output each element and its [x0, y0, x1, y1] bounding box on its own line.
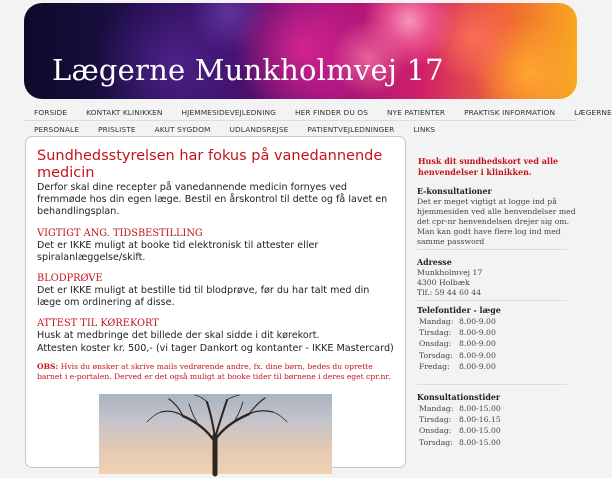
- divider: [417, 384, 567, 385]
- nav-row-1: [24, 104, 612, 120]
- hours-time: 8.00-15.00: [459, 404, 501, 414]
- hours-row: [417, 327, 587, 338]
- nav-item-kontakt-klinikken[interactable]: KONTAKT KLINIKKEN: [86, 107, 163, 117]
- hours-row: [417, 361, 587, 372]
- ekonsultation-text: Det er meget vigtigt at logge ind på hjemmesiden ved alle henvendelser med det cpr-nr henvendelsen drejer sig om. Man kan godt have flere log ind med samme password: [417, 197, 576, 246]
- address-phone: Tlf.: 59 44 60 44: [417, 288, 482, 297]
- hours-row: [417, 316, 587, 327]
- divider: [417, 300, 567, 301]
- nav-item-her-finder-du-os[interactable]: HER FINDER DU OS: [294, 107, 369, 117]
- hours-row: [417, 425, 587, 436]
- main-content-panel: [25, 136, 406, 468]
- hours-row: [417, 414, 587, 425]
- obs-note: [37, 362, 395, 382]
- hours-time: 8.00-15.00: [459, 437, 501, 447]
- nav-item-forside[interactable]: FORSIDE: [34, 107, 68, 117]
- hours-day: Fredag:: [419, 361, 450, 371]
- nav-item-nye-patienter[interactable]: NYE PATIENTER: [387, 107, 446, 117]
- hours-row: [417, 338, 587, 349]
- hours-day: Torsdag:: [419, 350, 453, 360]
- tree-photo: [99, 394, 332, 474]
- site-title[interactable]: Lægerne Munkholmvej 17: [52, 53, 444, 87]
- phone-hours-heading: Telefontider - læge: [417, 306, 501, 315]
- nav-row-2: [24, 120, 577, 137]
- hours-time: 8.00-9.00: [459, 339, 496, 349]
- nav-item-hjemmesidevejledning[interactable]: HJEMMESIDEVEJLEDNING: [181, 107, 276, 117]
- obs-text: Hvis du ønsker at skrive mails vedrørende andre, fx. dine børn, bedes du oprette barnet i e-portalen. Derved er det også muligt at booke tider til børnene i deres eget cpr.nr.: [37, 361, 391, 381]
- section-body-tidsbestilling: Det er IKKE muligt at booke tid elektronisk til attester eller spiralanlæggelse/skift.: [37, 239, 319, 263]
- nav-item-praktisk-information[interactable]: PRAKTISK INFORMATION: [464, 107, 556, 117]
- post-intro: Derfor skal dine recepter på vanedannende medicin fornyes ved fremmøde hos din egen læge. Bestil en årskontrol til dette og få lavet en behandlingsplan.: [37, 182, 388, 218]
- hours-day: Tirsdag:: [419, 415, 452, 425]
- hours-time: 8.00-16.15: [459, 415, 501, 425]
- consult-hours-block: [417, 393, 587, 448]
- hours-day: Onsdag:: [419, 339, 452, 349]
- bare-tree-image: [99, 394, 332, 474]
- consult-hours-heading: Konsultationstider: [417, 393, 501, 403]
- phone-hours-block: [417, 306, 587, 372]
- section-body-koerekort: Husk at medbringe det billede der skal sidde i dit kørekort.: [37, 330, 320, 342]
- address-street: Munkholmvej 17: [417, 268, 483, 277]
- nav-item-personale[interactable]: PERSONALE: [34, 124, 80, 134]
- address-heading: Adresse: [417, 258, 452, 267]
- hours-time: 8.00-9.00: [459, 361, 496, 371]
- section-body-blodproeve: Det er IKKE muligt at bestille tid til blodprøve, før du har talt med din læge om ordinering af disse.: [37, 285, 370, 309]
- divider: [417, 249, 567, 250]
- hours-time: 8.00-15.00: [459, 426, 501, 436]
- ekonsultation-heading: E-konsultationer: [417, 187, 492, 196]
- nav-item-udlandsrejse[interactable]: UDLANDSREJSE: [229, 124, 289, 134]
- hours-day: Onsdag:: [419, 426, 452, 436]
- obs-label: OBS:: [37, 361, 59, 371]
- sidebar: [417, 148, 587, 448]
- nav-item-akut-sygdom[interactable]: AKUT SYGDOM: [154, 124, 211, 134]
- hours-row: [417, 437, 587, 448]
- nav-item-prisliste[interactable]: PRISLISTE: [98, 124, 136, 134]
- header-banner: [24, 3, 577, 99]
- nav-item-patientvejledninger[interactable]: PATIENTVEJLEDNINGER: [307, 124, 395, 134]
- nav-item-laegerne[interactable]: LÆGERNE: [574, 107, 612, 117]
- section-heading-tidsbestilling: VIGTIGT ANG. TIDSBESTILLING: [37, 227, 203, 239]
- post-title[interactable]: Sundhedsstyrelsen har fokus på vanedannende medicin: [37, 148, 383, 181]
- address-block: [417, 258, 587, 298]
- section-heading-blodproeve: BLODPRØVE: [37, 273, 103, 285]
- hours-day: Mandag:: [419, 404, 454, 414]
- hours-time: 8.00-9.00: [459, 328, 496, 338]
- hours-day: Tirsdag:: [419, 328, 452, 338]
- section-heading-koerekort: ATTEST TIL KØREKORT: [37, 318, 159, 330]
- hours-row: [417, 350, 587, 361]
- address-city: 4300 Holbæk: [417, 278, 470, 287]
- hours-day: Mandag:: [419, 317, 454, 326]
- ekonsultation-block: [417, 187, 587, 247]
- nav-item-links[interactable]: LINKS: [413, 124, 436, 134]
- section-body-koerekort-price: Attesten koster kr. 500,- (vi tager Dankort og kontanter - IKKE Mastercard): [37, 342, 394, 354]
- hours-time: 8.00-9.00: [459, 317, 496, 326]
- main-navigation: [24, 104, 612, 137]
- hours-day: Torsdag:: [419, 437, 453, 447]
- hours-time: 8.00-9.00: [459, 350, 496, 360]
- hours-row: [417, 403, 587, 414]
- sidebar-notice: Husk dit sundhedskort ved alle henvendelser i klinikken.: [418, 156, 559, 177]
